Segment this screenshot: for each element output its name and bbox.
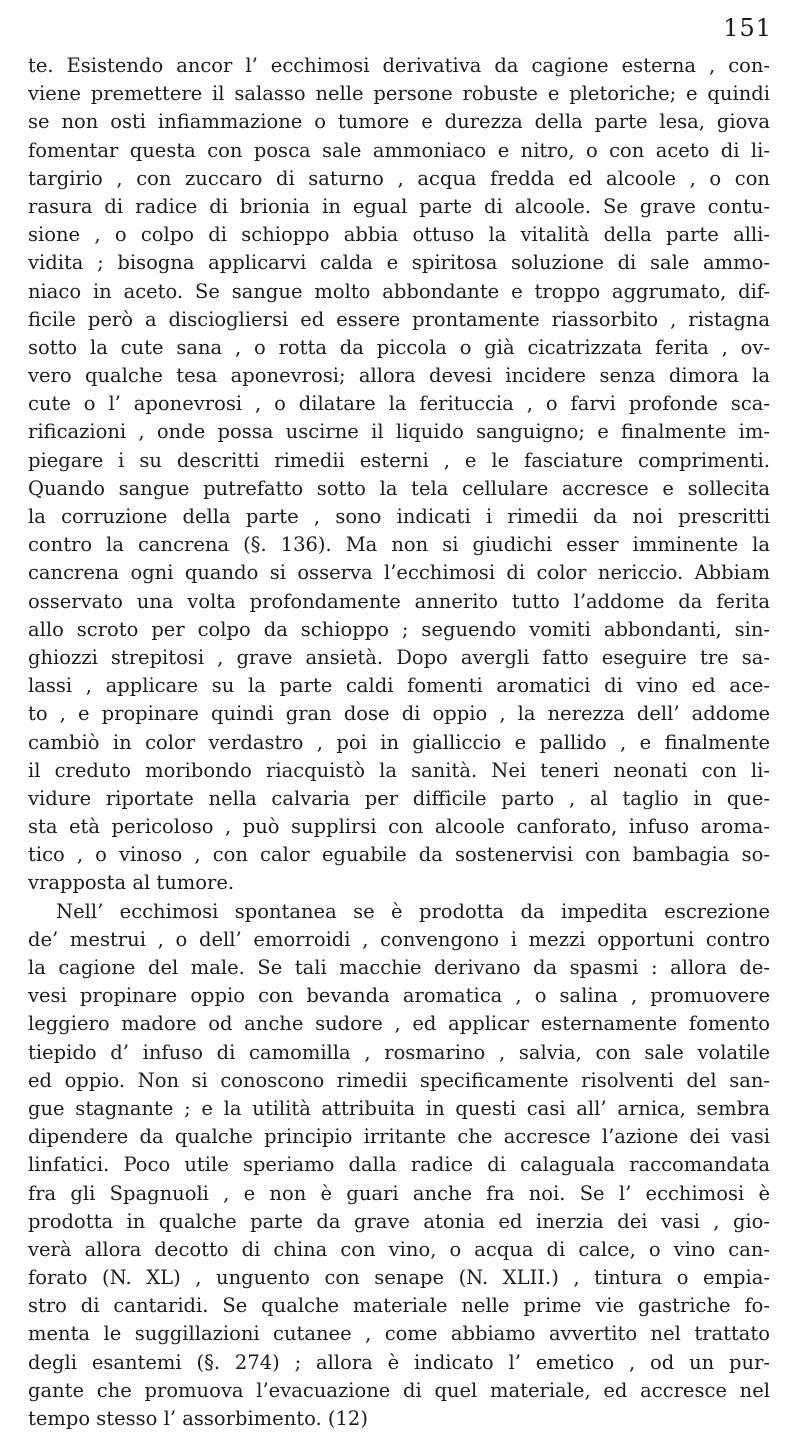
- text-line: gante che promuova l’evacuazione di quel materiale, ed accresce nel: [28, 1378, 770, 1402]
- text-line: sotto la cute sana , o rotta da piccola o già cicatrizzata ferita , ov-: [28, 335, 770, 359]
- text-line: vidita ; bisogna applicarvi calda e spiritosa soluzione di sale ammo-: [28, 251, 770, 275]
- text-line: targirio , con zuccaro di saturno , acqua fredda ed alcoole , o con: [28, 166, 770, 190]
- text-line: de’ mestrui , o dell’ emorroidi , convengono i mezzi opportuni contro: [28, 927, 770, 951]
- text-line: sione , o colpo di schioppo abbia ottuso la vitalità della parte alli-: [28, 223, 770, 247]
- text-line: prodotta in qualche parte da grave atonia ed inerzia dei vasi , gio-: [28, 1209, 770, 1233]
- text-line: te. Esistendo ancor l’ ecchimosi derivativa da cagione esterna , con-: [28, 54, 770, 77]
- text-line: se non osti infiammazione o tumore e durezza della parte lesa, giova: [28, 110, 770, 134]
- text-line: lassi , applicare su la parte caldi fomenti aromatici di vino ed ace-: [28, 674, 770, 698]
- text-line: la cagione del male. Se tali macchie derivano da spasmi : allora de-: [28, 956, 770, 979]
- text-line: to , e propinare quindi gran dose di oppio , la nerezza dell’ addome: [28, 702, 770, 726]
- text-line: cambiò in color verdastro , poi in gialliccio e pallido , e finalmente: [28, 730, 770, 754]
- text-line: dipendere da qualche principio irritante che accresce l’azione dei vasi: [28, 1125, 770, 1149]
- text-line: cute o l’ aponevrosi , o dilatare la ferituccia , o farvi profonde sca-: [28, 392, 770, 416]
- page-number: 151: [723, 14, 772, 42]
- text-line: ficile però a disciogliersi ed essere prontamente riassorbito , ristagna: [28, 307, 770, 331]
- text-line: gue stagnante ; e la utilità attribuita in questi casi all’ arnica, sembra: [28, 1096, 770, 1120]
- text-line: vero qualche tesa aponevrosi; allora devesi incidere senza dimora la: [28, 364, 770, 388]
- text-line: cancrena ogni quando si osserva l’ecchimosi di color nericcio. Abbiam: [28, 561, 770, 585]
- body-text: [28, 52, 770, 1433]
- text-line: ghiozzi strepitosi , grave ansietà. Dopo avergli fatto eseguire tre sa-: [28, 645, 770, 669]
- text-line: rificazioni , onde possa uscirne il liquido sanguigno; e finalmente im-: [28, 420, 770, 444]
- text-line: piegare i su descritti rimedii esterni , e le fasciature comprimenti.: [28, 448, 770, 472]
- text-line: stro di cantaridi. Se qualche materiale nelle prime vie gastriche fo-: [28, 1294, 770, 1318]
- text-line: menta le suggillazioni cutanee , come abbiamo avvertito nel trattato: [28, 1322, 770, 1346]
- text-line: Quando sangue putrefatto sotto la tela cellulare accresce e sollecita: [28, 476, 770, 500]
- text-line: vrapposta al tumore.: [28, 871, 235, 895]
- text-line: fomentar questa con posca sale ammoniaco e nitro, o con aceto di li-: [28, 138, 770, 162]
- text-line: allo scroto per colpo da schioppo ; seguendo vomiti abbondanti, sin-: [28, 617, 770, 641]
- text-line: tico , o vinoso , con calor eguabile da sostenervisi con bambagia so-: [28, 843, 770, 867]
- text-line: ed oppio. Non si conoscono rimedii specificamente risolventi del san-: [28, 1068, 770, 1092]
- text-line: la corruzione della parte , sono indicati i rimedii da noi prescritti: [28, 505, 770, 528]
- text-line: verà allora decotto di china con vino, o acqua di calce, o vino can-: [28, 1237, 770, 1261]
- text-line: fra gli Spagnuoli , e non è guari anche fra noi. Se l’ ecchimosi è: [28, 1181, 770, 1205]
- text-line: Nell’ ecchimosi spontanea se è prodotta da impedita escrezione: [56, 899, 770, 923]
- text-line: viene premettere il salasso nelle persone robuste e pletoriche; e quindi: [28, 82, 770, 106]
- text-line: tempo stesso l’ assorbimento. (12): [28, 1407, 368, 1430]
- text-line: leggiero madore od anche sudore , ed applicar esternamente fomento: [28, 1012, 770, 1036]
- text-line: degli esantemi (§. 274) ; allora è indicato l’ emetico , od un pur-: [28, 1350, 770, 1374]
- text-line: il creduto moribondo riacquistò la sanità. Nei teneri neonati con li-: [28, 758, 770, 782]
- text-line: forato (N. XL) , unguento con senape (N. XLII.) , tintura o empia-: [28, 1266, 770, 1290]
- text-line: niaco in aceto. Se sangue molto abbondante e troppo aggrumato, dif-: [28, 279, 770, 303]
- text-line: contro la cancrena (§. 136). Ma non si giudichi esser imminente la: [28, 533, 770, 557]
- text-line: linfatici. Poco utile speriamo dalla radice di calaguala raccomandata: [28, 1153, 770, 1177]
- text-line: sta età pericoloso , può supplirsi con alcoole canforato, infuso aroma-: [28, 815, 770, 839]
- text-line: tiepido d’ infuso di camomilla , rosmarino , salvia, con sale volatile: [28, 1040, 770, 1064]
- text-line: rasura di radice di brionia in egual parte di alcoole. Se grave contu-: [28, 194, 770, 218]
- text-line: osservato una volta profondamente annerito tutto l’addome da ferita: [28, 589, 770, 613]
- text-line: vidure riportate nella calvaria per difficile parto , al taglio in que-: [28, 786, 770, 810]
- text-line: vesi propinare oppio con bevanda aromatica , o salina , promuovere: [28, 984, 770, 1008]
